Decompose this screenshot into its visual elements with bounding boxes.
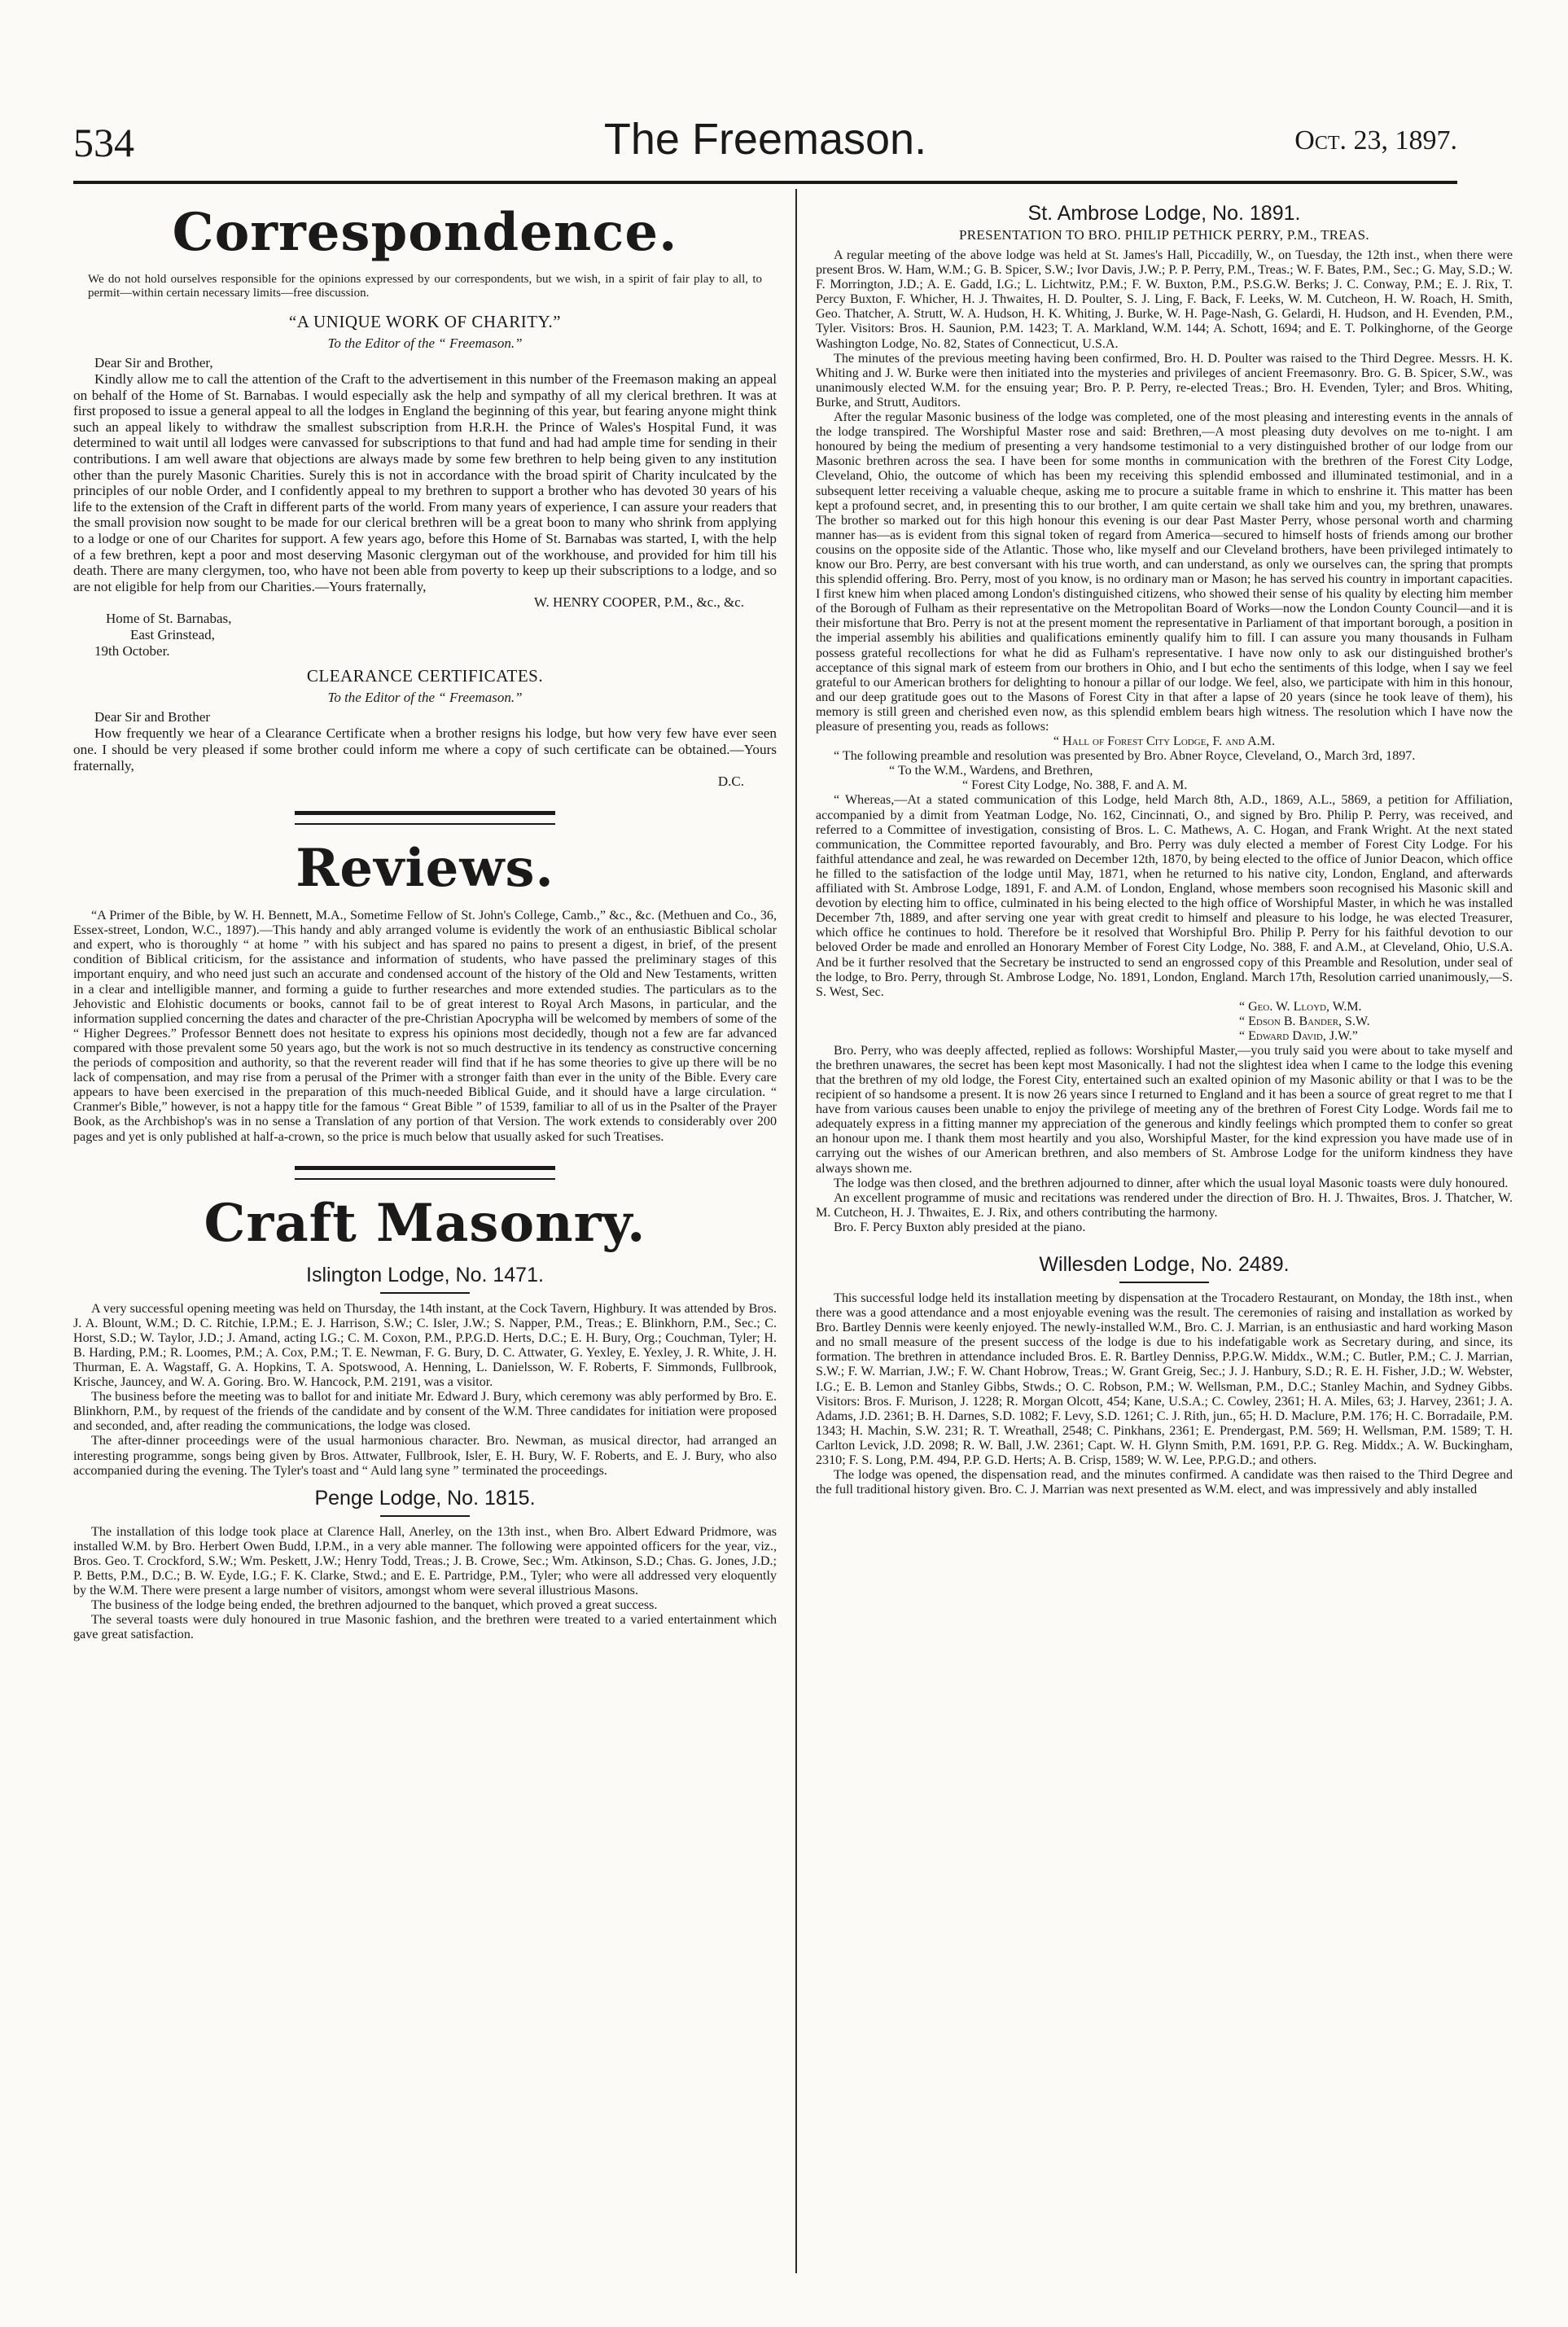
lodge-report: The lodge was then closed, and the brethren adjourned to dinner, after which the usual loyal Masonic toasts were duly honoured.	[834, 1176, 1509, 1190]
lodge-report: The business before the meeting was to ballot for and initiate Mr. Edward J. Bury, which ceremony was ably performed by Bro. E. Blinkhorn, P.M., by request of the friends of the candidate and by consent of the W.M. Three candidates for initiation were proposed and seconded, and, after reading the communications, the lodge was closed.	[73, 1390, 777, 1434]
lodge-report: After the regular Masonic business of the lodge was completed, one of the most pleasing and interesting events in the annals of the lodge transpired. The Worshipful Master rose and said: Brethren,—A most pleasing duty devolves on me to-night. I am honoured by being the medium of presenting a very handsome testimonial to a very distinguished brother of our lodge from our Masonic brethren across the sea. I have been for some months in communication with the brethren of the Forest City Lodge, Cleveland, Ohio, the outcome of which has been my receiving this splendid embossed and illuminated testimonial, and in a subsequent letter receiving a valuable cheque, asking me to procure a suitable frame in which to enshrine it. This matter has been kept a profound secret, and, in presenting this to our brother, I am quite certain we shall take him and you, my brethren, unawares. The brother so marked out for this high honour this evening is our dear Past Master Perry, whose personal worth and charming manner has—as is evident from this signal token of regard from America—secured to himself hosts of friends among our brother cousins on the opposite side of the Atlantic. Those who, like myself and our Cleveland brothers, have been privileged intimately to know our Bro. Perry, are best conversant with his true worth, and can understand, as only we ourselves can, the spring that prompts this splendid offering. Bro. Perry, most of you know, is no ordinary man or Mason; he has served his country in important capacities. I first knew him when placed among London's distinguished citizens, who showed their sense of his quality by electing him member of the Borough of Fulham as their representative on the Metropolitan Board of Works—now the London County Council—and it is their misfortune that Bro. Perry is not at the present moment the representative in Parliament of that important borough, a position in the imperial assembly his abilities and qualifications eminently qualify him to fill. I can assure you many thousands in Fulham possess grateful recollections for what he did as Fulham's representative. I have now only to ask our distinguished brother's acceptance of this signal mark of esteem from our brothers in Ohio, and I but echo the sentiments of this lodge, when I say we feel grateful to our American brothers for delighting to honour a pillar of our lodge. We feel, also, we participate with him in this honour, and our deep gratitude goes out to the Masons of Forest City in that after a lapse of 20 years (since he took leave of them), his memory is still green and cherished even now, as this splendid emblem bears high witness. The resolution which I have now the pleasure of presenting you, reads as follows:	[816, 410, 1513, 734]
lodge-title: St. Ambrose Lodge, No. 1891.	[1027, 202, 1301, 225]
title-rule	[1119, 1282, 1209, 1283]
reviews-heading: Reviews.	[296, 838, 554, 900]
lodge-report: The several toasts were duly honoured in true Masonic fashion, and the brethren were treated to a varied entertainment which gave great satisfaction.	[73, 1613, 777, 1642]
lodge-report: Bro. Perry, who was deeply affected, replied as follows: Worshipful Master,—you truly said you were about to take myself and the brethren unawares, the secret has been kept most Masonically. I had not the slightest idea when I came to the lodge this evening that the brethren of my old lodge, the Forest City, entertained such an exalted opinion of my Masonic ability or that I was to be the recipient of so handsome a present. It is now 26 years since I returned to England and it has been a source of great regret to me that I have from various causes been unable to enjoy the privilege of meeting any of the brethren of Forest City Lodge. Words fail me to adequately express in a fitting manner my appreciation of the generous and kindly feelings which prompted them to confer so great an honour upon me. I thank them most heartily and you also, Worshipful Master, for the kind expression you have made use of in carrying out the wishes of our American brethren, and also members of St. Ambrose Lodge for the uniform kindness they have always shown me.	[816, 1043, 1513, 1176]
letter-address: Home of St. Barnabas,	[106, 611, 232, 627]
resolution-address: “ Forest City Lodge, No. 388, F. and A. M.	[962, 778, 1188, 793]
lodge-report: This successful lodge held its installation meeting by dispensation at the Trocadero Restaurant, on Monday, the 18th inst., when there was a good attendance and a most enjoyable evening was the result. The ceremonies of raising and installation as worked by Bro. Bartley Dennis were keenly enjoyed. The newly-installed W.M., Bro. C. J. Marrian, is an enthusiastic and hard working Mason and no small measure of the present success of the lodge is due to his indefatigable work as Secretary during, and since, its formation. The brethren in attendance included Bros. E. R. Bartley Denniss, P.P.G.W. Middx., W.M.; C. Butler, P.M.; C. J. Marrian, S.W.; F. W. Marrian, J.W.; F. W. Chant Hobrow, Treas.; W. Grant Greig, Sec.; J. J. Hanbury, S.D.; R. E. H. Fisher, J.D.; W. Webster, I.G.; E. B. Lemon and Stanley Gibbs, Stwds.; O. C. Robson, P.M.; W. Wellsman, P.M., D.C.; Stanley Machin, and Sydney Gibbs. Visitors: Bros. F. Murison, J. 1228; R. Morgan Olcott, 454; Kane, U.S.A.; C. Cowley, 2361; H. A. Miles, 63; J. Harvey, 2361; J. A. Adams, J.D. 2361; B. H. Darnes, S.D. 1082; F. Levy, S.D. 1261; C. J. Rith, jun., 65; H. D. Maclure, P.M. 176; H. C. Borradaile, P.M. 1343; H. Machin, S.W. 231; R. T. Wreathall, 2548; C. Pinkhans, 2361; E. Prendergast, P.M. 569; H. Wellsman, P.M. 1589; T. H. Carlton Levick, J.D. 2098; R. W. Ball, J.W. 2361; Capt. W. H. Glynn Smith, P.M. 1691, P.P. G. Reg. Middx.; A. W. Buckingham, 2310; F. S. Long, P.M. 494, P.P. G.D. Herts; A. B. Crisp, 1589; W. W. Lee, P.P.G.D.; and others.	[816, 1291, 1513, 1468]
letter-title: “A UNIQUE WORK OF CHARITY.”	[288, 312, 562, 331]
letter-salutation: Dear Sir and Brother,	[94, 355, 213, 370]
lodge-report: A very successful opening meeting was held on Thursday, the 14th instant, at the Cock Tavern, Highbury. It was attended by Bros. J. A. Blount, W.M.; D. C. Ritchie, I.P.M.; E. J. Harrison, S.W.; C. Isler, J.W.; S. Napper, P.M., Treas.; E. Blinkhorn, P.M., Sec.; C. Horst, S.D.; W. Taylor, J.D.; J. Amand, acting I.G.; C. M. Coxon, P.M., P.P.G.D. Herts, D.C.; E. H. Bury, Org.; Couchman, Tyler; H. B. Harding, P.M.; R. Loomes, P.M.; A. Cox, P.M.; T. E. Newman, F. G. Bury, D. C. Attwater, G. Yexley, E. Yexley, J. R. White, J. H. Thurman, E. A. Wagstaff, G. A. Hopkins, T. A. Spotswood, A. Henning, L. Danielsson, W. F. Roberts, F. Simmonds, Fullbrook, Krische, Jauncey, and W. A. Goring. Bro. W. Hancock, P.M. 2191, was a visitor.	[73, 1301, 777, 1390]
letter-signature: W. HENRY COOPER, P.M., &c., &c.	[533, 594, 744, 611]
lodge-report: An excellent programme of music and recitations was rendered under the direction of Bro. H. J. Thwaites, Bros. J. Thatcher, W. M. Cutcheon, H. J. Thwaites, E. J. Rix, and others contributing the harmony.	[816, 1190, 1513, 1220]
lodge-report: A regular meeting of the above lodge was held at St. James's Hall, Piccadilly, W., on Tuesday, the 12th inst., when there were present Bros. W. Ham, W.M.; G. B. Spicer, S.W.; Ivor Davis, J.W.; P. P. Perry, P.M., Treas.; W. F. Bates, P.M., Sec.; G. May, S.D.; W. F. Morrington, J.D.; A. E. Gadd, I.G.; L. Lichtwitz, P.M.; F. W. Buxton, P.M., P.S.G.W. Berks; J. C. Conway, P.M.; E. J. Rix, T. Percy Buxton, F. Whicher, H. J. Thwaites, H. D. Poulter, S. J. Ling, F. Back, F. Leeks, W. M. Cutcheon, H. W. Roach, H. Smith, Geo. Thatcher, A. Strutt, W. A. Hudson, H. K. Whiting, J. Burke, W. H. Page-Nash, G. Gelardi, H. Hudson, and H. Evenden, P.M., Tyler. Visitors: Bros. H. Saunion, P.M. 1423; T. A. Markland, W.M. 144; A. Schott, 1694; and E. T. Polkinghorne, of the George Washington Lodge, No. 82, States of Connecticut, U.S.A.	[816, 248, 1513, 351]
letter-salutation: Dear Sir and Brother	[94, 709, 211, 725]
title-rule	[380, 1292, 470, 1294]
signer: “ Edson B. Bander, S.W.	[1239, 1014, 1370, 1028]
letter-body: How frequently we hear of a Clearance Certificate when a brother resigns his lodge, but how very few have ever seen one. I should be very pleased if some brother could inform me where a copy of such certificate can be obtained.—Yours fraternally,	[73, 725, 777, 773]
letter-address: East Grinstead,	[130, 627, 215, 643]
signer: “ Edward David, J.W.”	[1239, 1028, 1358, 1043]
title-rule	[380, 1515, 470, 1517]
section-rule	[295, 811, 555, 825]
lodge-report: Bro. F. Percy Buxton ably presided at the piano.	[834, 1220, 1086, 1234]
lodge-report: The after-dinner proceedings were of the usual harmonious character. Bro. Newman, as musical director, had arranged an interesting programme, songs being given by Bros. Attwater, Fullbrook, Isler, E. H. Bury, W. F. Roberts, and E. J. Bury, who also accompanied during the evening. The Tyler's toast and “ Auld lang syne ” terminated the proceedings.	[73, 1434, 777, 1478]
letter-addressee: To the Editor of the “ Freemason.”	[327, 335, 523, 351]
lodge-report: The business of the lodge being ended, the brethren adjourned to the banquet, which proved a great success.	[91, 1598, 658, 1613]
lodge-title: Islington Lodge, No. 1471.	[306, 1263, 544, 1286]
column-divider	[795, 189, 797, 2273]
page-header	[73, 114, 1457, 181]
lodge-report: The minutes of the previous meeting having been confirmed, Bro. H. D. Poulter was raised to the Third Degree. Messrs. H. K. Whiting and J. W. Burke were then initiated into the mysteries and privileges of ancient Freemasonry. Bro. G. B. Spicer, S.W., was unanimously elected W.M. for the ensuing year; Bro. P. P. Perry, re-elected Treas.; Bro. H. Evenden, Tyler; and Bros. Whiting, Burke, and Strutt, Auditors.	[816, 351, 1513, 410]
lodge-report: “ The following preamble and resolution was presented by Bro. Abner Royce, Cleveland, O., March 3rd, 1897.	[834, 749, 1416, 764]
resolution-signers	[1239, 1000, 1513, 1044]
resolution-text: “ Whereas,—At a stated communication of this Lodge, held March 8th, A.D., 1869, A.L., 5869, a petition for Affiliation, accompanied by a dimit from Yeatman Lodge, No. 162, Cincinnati, O., and signed by Bro. Philip P. Perry, was received, and referred to a Committee of investigation, consisting of Bros. L. C. Mathews, A. C. Hogan, and Frank Wright. At the next stated communication, the Committee reported favourably, and Bro. Perry was duly elected a member of Forest City Lodge. For his faithful attendance and zeal, he was rewarded on December 12th, 1870, by being elected to the office of Junior Deacon, which office he filled to the satisfaction of the lodge until May, 1871, when he returned to his native city, London, England, and afterwards affiliated with St. Ambrose Lodge, 1891, F. and A.M. of London, England, whose members soon recognised his Masonic skill and devotion by electing him to office, culminated in his being elected to the high office of Worshipful Master, in which he was installed December 7th, 1889, and after serving one year with great credit to himself and pleasure to his lodge, he was elected Treasurer, which office he continues to hold. Therefore be it resolved that Worshipful Bro. Philip P. Perry for his faithful devotion to our beloved Order be made and enrolled an Honorary Member of Forest City Lodge, No. 388, F. and A.M., at Cleveland, Ohio, U.S.A. And be it further resolved that the Secretary be instructed to send an engrossed copy of this Preamble and Resolution, under seal of the lodge, to Bro. Perry, through St. Ambrose Lodge, No. 1891, London, England. March 17th, Resolution carried unanimously,—S. S. West, Sec.	[816, 793, 1513, 999]
signer: “ Geo. W. Lloyd, W.M.	[1239, 999, 1362, 1014]
review-body: “A Primer of the Bible, by W. H. Bennett, M.A., Sometime Fellow of St. John's College, Camb.,” &c., &c. (Methuen and Co., 36, Essex-street, London, W.C., 1897).—This handy and ably arranged volume is evidently the work of an enthusiastic Biblical scholar and expert, who is thoroughly “ at home ” with his subject and has spared no pains to present a digest, in brief, of the present condition of Biblical criticism, for the assistance and information of students, who have passed the preliminary stages of this important enquiry, and who need just such an accurate and condensed account of the history of the Old and New Testaments, written in a clear and intelligible manner, and forming a guide to further researches and more extended studies. The particulars as to the Jehovistic and Elohistic documents or books, cannot fail to be of great interest to Royal Arch Masons, in particular, and the information supplied concerning the dates and character of the pre-Christian Apocrypha will be welcomed by members of some of the “ Higher Degrees.” Professor Bennett does not hesitate to express his opinions most decidedly, though not a few are far advanced compared with those prevalent some 50 years ago, but the work is not so much destructive in its tendency as constructive concerning the periods of composition and authority, so that the reverent reader will find that if he has some theories to give up there will be no lack of compensation, and may rise from a perusal of the Primer with a stronger faith than ever in the unity of the Bible. Every care appears to have been exercised in the preparation of this much-needed Biblical Guide, and it should have a large circulation. “ Cranmer's Bible,” however, is not a happy title for the famous “ Great Bible ” of 1539, familiar to all of us in the Psalter of the Prayer Book, as the Archbishop's was in no sense a Translation of any portion of that Version. The work extends to considerably over 200 pages and yet is only published at half-a-crown, so the price is much below that usually asked for such Treatises.	[73, 909, 777, 1144]
page-number: 534	[73, 120, 134, 165]
letter-addressee: To the Editor of the “ Freemason.”	[327, 690, 523, 706]
letter-date: 19th October.	[94, 643, 170, 660]
letter-body: Kindly allow me to call the attention of the Craft to the advertisement in this number of the Freemason making an appeal on behalf of the Home of St. Barnabas. I would especially ask the help and sympathy of all my clerical brethren. It was at first proposed to issue a general appeal to all the lodges in England the beginning of this year, but fearing anyone might think such an appeal likely to withdraw the smallest subscription from H.R.H. the Prince of Wales's Hospital Fund, it was determined to wait until all lodges were canvassed for subscriptions to that fund and had had ample time for sending in their contributions. I am well aware that objections are always made by some few brethren to help being given to any institution other than the purely Masonic Charities. Surely this is not in accordance with the broad spirit of Charity inculcated by the principles of our noble Order, and I confidently appeal to my brethren to support a brother who has devoted 30 years of his life to the extension of the Craft in different parts of the world. From many years of experience, I can assure your readers that the small provision now sought to be made for our clerical brethren will be a great boon to many who shrink from applying to a lodge or one of our Charites for support. A few years ago, before this Home of St. Barnabas was started, I, with the help of a few brethren, kept a poor and most deserving Masonic clergyman out of the workhouse, and provided for him till his death. There are many clergymen, too, who have not been able from poverty to keep up their subscriptions to a lodge, and so are not eligible for help from our Charities.—Yours fraternally,	[73, 371, 777, 594]
left-column	[73, 194, 777, 2270]
correspondence-notice: We do not hold ourselves responsible for the opinions expressed by our correspondents, but we wish, in a spirit of fair play to all, to permit—within certain necessary limits—free discussion.	[88, 273, 762, 300]
masthead-title: The Freemason.	[603, 115, 927, 164]
letter-signature: D.C.	[717, 773, 744, 790]
lodge-report: The lodge was opened, the dispensation read, and the minutes confirmed. A candidate was then raised to the Third Degree and the full traditional history given. Bro. C. J. Marrian was next presented as W.M. elect, and was impressively and ably installed	[816, 1468, 1513, 1497]
resolution-address: “ To the W.M., Wardens, and Brethren,	[889, 764, 1093, 778]
issue-date: Oct. 23, 1897.	[1294, 125, 1457, 156]
lodge-title: Penge Lodge, No. 1815.	[314, 1486, 536, 1510]
section-rule	[295, 1166, 555, 1180]
lodge-title: Willesden Lodge, No. 2489.	[1039, 1253, 1290, 1276]
resolution-header: “ Hall of Forest City Lodge, F. and A.M.	[1053, 734, 1276, 749]
lodge-subtitle: PRESENTATION TO BRO. PHILIP PETHICK PERRY, P.M., TREAS.	[959, 227, 1369, 243]
correspondence-heading: Correspondence.	[172, 202, 678, 263]
right-column	[816, 194, 1513, 2270]
craft-masonry-heading: Craft Masonry.	[204, 1192, 646, 1254]
header-rule	[73, 181, 1457, 184]
lodge-report: The installation of this lodge took place at Clarence Hall, Anerley, on the 13th inst., when Bro. Albert Edward Pridmore, was installed W.M. by Bro. Herbert Owen Budd, I.P.M., in a very able manner. The following were appointed officers for the year, viz., Bros. Geo. T. Crockford, S.W.; Wm. Peskett, J.W.; Henry Todd, Treas.; J. B. Crowe, Sec.; Wm. Atkinson, S.D.; Chas. G. Jones, J.D.; P. Betts, P.M., D.C.; B. W. Eyde, I.G.; F. K. Clarke, Stwd.; and E. E. Partridge, P.M., Tyler; who were all addressed very eloquently by the W.M. There were present a large number of visitors, amongst whom were several illustrious Masons.	[73, 1524, 777, 1598]
letter-title: CLEARANCE CERTIFICATES.	[306, 666, 544, 686]
